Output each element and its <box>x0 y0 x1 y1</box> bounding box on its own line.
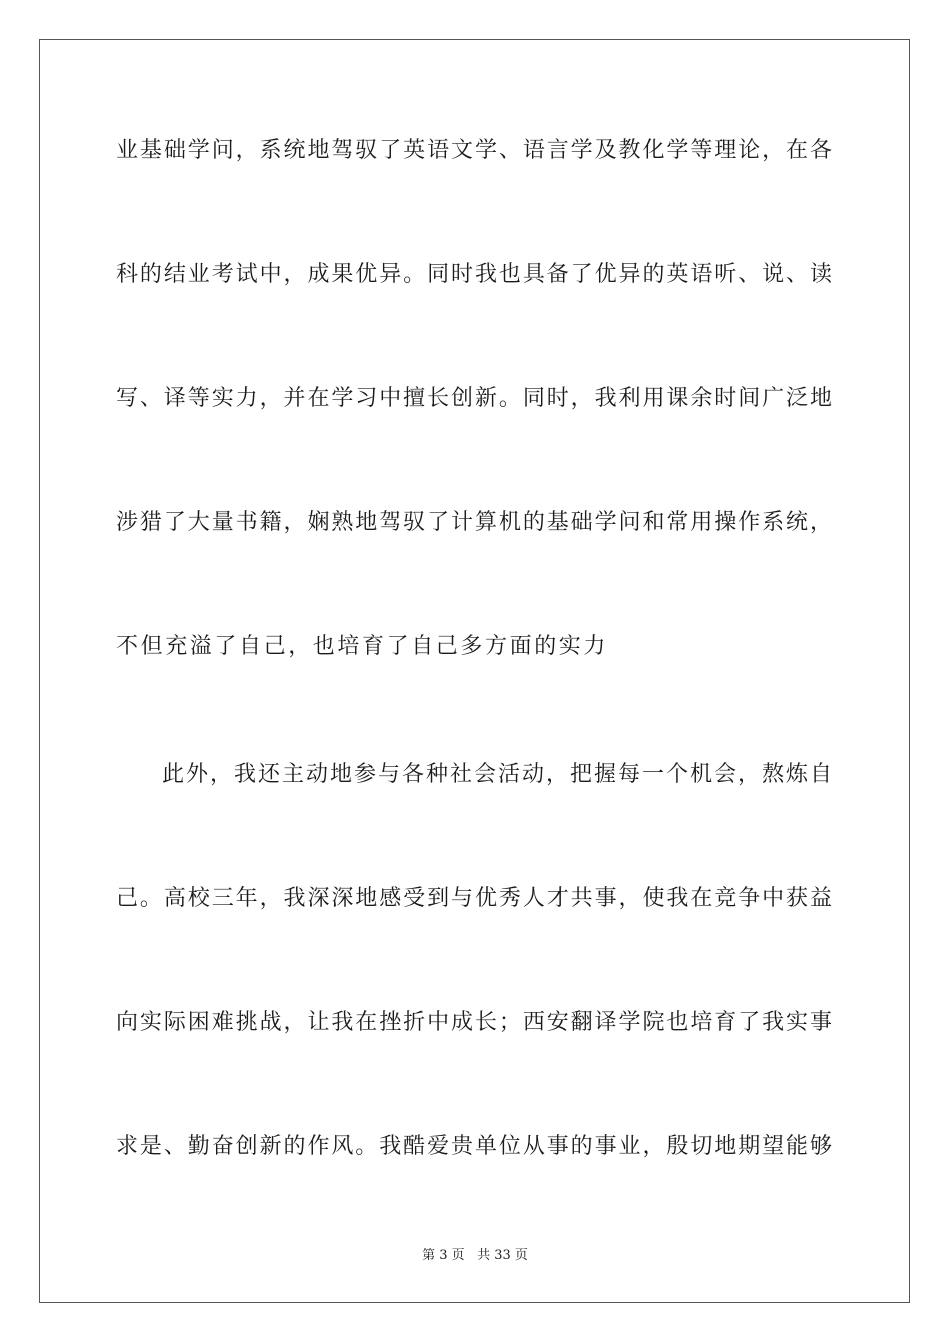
text-line-8: 向实际困难挑战，让我在挫折中成长；西安翻译学院也培育了我实事 <box>116 1010 832 1035</box>
text-line-5: 不但充溢了自己，也培育了自己多方面的实力 <box>116 634 609 659</box>
text-line-3: 写、译等实力，并在学习中擅长创新。同时，我利用课余时间广泛地 <box>116 386 832 411</box>
text-line-2: 科的结业考试中，成果优异。同时我也具备了优异的英语听、说、读 <box>116 262 832 287</box>
text-line-4: 涉猎了大量书籍，娴熟地驾驭了计算机的基础学问和常用操作系统， <box>116 510 832 535</box>
text-line-1: 业基础学问，系统地驾驭了英语文学、语言学及教化学等理论，在各 <box>116 138 832 163</box>
page-footer <box>0 1248 950 1264</box>
page-frame <box>39 39 910 1303</box>
text-line-9: 求是、勤奋创新的作风。我酷爱贵单位从事的事业，殷切地期望能够 <box>116 1134 832 1159</box>
total-pages: 共 33 页 <box>477 1248 528 1263</box>
text-line-7: 己。高校三年，我深深地感受到与优秀人才共事，使我在竞争中获益 <box>116 886 832 911</box>
page-number: 第 3 页 <box>422 1248 465 1263</box>
text-line-6-indented: 此外，我还主动地参与各种社会活动，把握每一个机会，熬炼自 <box>162 762 832 787</box>
